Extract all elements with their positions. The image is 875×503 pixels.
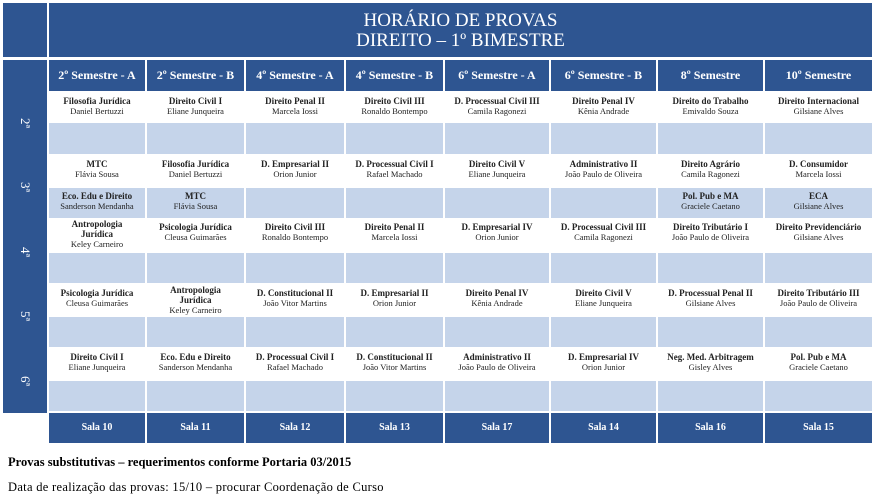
exam-professor: Emivaldo Souza [682,106,739,116]
exam-professor: Rafael Machado [267,362,323,372]
schedule-cell [658,285,763,316]
schedule-cell [346,188,443,218]
exam-subject: D. Processual Penal II [668,288,753,298]
exam-subject: Administrativo II [569,159,638,169]
exam-subject: Direito Tributário I [673,222,748,232]
column-header: 4º Semestre - A [246,60,344,91]
exam-professor: João Paulo de Oliveira [779,298,858,308]
exam-subject: Neg. Med. Arbitragem [667,352,754,362]
exam-subject: D. Empresarial II [260,159,330,169]
schedule-cell [246,156,344,187]
column-header: 2º Semestre - A [49,60,145,91]
exam-subject: Pol. Pub e MA [790,352,847,362]
exam-professor: Gilsiane Alves [793,232,844,242]
schedule-cell [445,253,549,283]
exam-professor: Flávia Sousa [173,201,218,211]
exam-subject: Pol. Pub e MA [682,191,739,201]
column-header: 4º Semestre - B [346,60,443,91]
schedule-cell [346,219,443,251]
footer-corner [3,413,47,443]
exam-subject: Direito Civil I [70,352,124,362]
schedule-cell [246,93,344,123]
schedule-cell [765,253,872,283]
schedule-cell [346,317,443,347]
room-label: Sala 13 [346,413,443,443]
exam-subject: Direito Internacional [777,96,860,106]
exam-professor: Kênia Andrade [577,106,630,116]
schedule-cell [551,123,656,154]
exam-professor: Eliane Junqueira [68,362,126,372]
exam-professor: Gisley Alves [688,362,733,372]
schedule-cell [445,219,549,251]
exam-subject: Eco. Edu e Direito [61,191,133,201]
title-line-1: HORÁRIO DE PROVAS [363,10,558,31]
schedule-cell [551,156,656,187]
schedule-cell [49,381,145,411]
schedule-cell [147,349,244,380]
exam-professor: Camila Ragonezi [681,169,740,179]
exam-professor: Gilsiane Alves [793,106,844,116]
schedule-cell [246,188,344,218]
exam-subject: Filosofia Jurídica [63,96,131,106]
schedule-cell [445,93,549,123]
exam-professor: Gilsiane Alves [793,201,844,211]
room-label: Sala 14 [551,413,656,443]
schedule-cell [246,317,344,347]
exam-subject: D. Processual Civil I [255,352,335,362]
exam-professor: Flávia Sousa [75,169,119,179]
schedule-cell [147,253,244,283]
schedule-cell [551,285,656,316]
schedule-cell [658,381,763,411]
schedule-cell [551,253,656,283]
schedule-cell [445,381,549,411]
exam-subject: D. Processual Civil I [355,159,434,169]
schedule-cell [551,349,656,380]
schedule-cell [346,93,443,123]
exam-professor: João Paulo de Oliveira [458,362,536,372]
schedule-cell [658,156,763,187]
exam-subject: Antropologia Jurídica [71,219,123,239]
schedule-cell [445,349,549,380]
exam-subject: Direito Civil I [168,96,223,106]
column-header: 6º Semestre - A [445,60,549,91]
exam-professor: Ronaldo Bontempo [261,232,329,242]
schedule-cell [765,188,872,218]
exam-professor: Eliane Junqueira [167,106,224,116]
room-label: Sala 17 [445,413,549,443]
schedule-cell [346,123,443,154]
schedule-cell [765,349,872,380]
exam-professor: Keley Carneiro [70,239,124,249]
schedule-cell [246,349,344,380]
schedule-cell [445,123,549,154]
column-header: 10º Semestre [765,60,872,91]
exam-professor: Marcela Iossi [271,106,319,116]
exam-professor: Eliane Junqueira [468,169,526,179]
exam-professor: Sanderson Mendanha [158,362,233,372]
exam-professor: Cleusa Guimarães [65,298,129,308]
exam-professor: Keley Carneiro [169,305,222,315]
exam-subject: Filosofia Jurídica [161,159,230,169]
note-exam-date: Data de realização das provas: 15/10 – procurar Coordenação de Curso [8,480,384,494]
exam-subject: ECA [808,191,828,201]
schedule-cell [246,123,344,154]
schedule-cell [346,156,443,187]
exam-subject: Psicologia Jurídica [159,222,232,232]
exam-subject: Direito Civil III [364,96,425,106]
schedule-cell [551,219,656,251]
schedule-cell [49,123,145,154]
schedule-cell [246,253,344,283]
schedule-cell [246,285,344,316]
schedule-cell [445,188,549,218]
exam-professor: João Paulo de Oliveira [671,232,750,242]
schedule-cell [147,123,244,154]
exam-subject: Direito Penal IV [572,96,635,106]
exam-professor: Marcela Iossi [795,169,842,179]
schedule-cell [765,317,872,347]
schedule-cell [49,156,145,187]
note-substitute-exams: Provas substitutivas – requerimentos conforme Portaria 03/2015 [8,455,352,469]
schedule-cell [346,253,443,283]
exam-subject: D. Empresarial IV [567,352,640,362]
schedule-cell [658,93,763,123]
day-label: 5ª [18,310,33,322]
exam-subject: D. Constitucional II [356,352,433,362]
room-label: Sala 15 [765,413,872,443]
exam-professor: João Vitor Martins [263,298,327,308]
day-label: 4ª [18,246,33,258]
exam-professor: Orion Junior [475,232,519,242]
schedule-cell [765,381,872,411]
day-label: 3ª [18,181,33,193]
schedule-cell [147,219,244,251]
room-label: Sala 12 [246,413,344,443]
exam-subject: Direito Tributário III [777,288,860,298]
exam-subject: Direito do Trabalho [672,96,749,106]
schedule-cell [147,381,244,411]
exam-professor: Camila Ragonezi [467,106,527,116]
schedule-cell [246,381,344,411]
schedule-cell [346,381,443,411]
schedule-cell [49,93,145,123]
schedule-cell [658,123,763,154]
room-label: Sala 10 [49,413,145,443]
schedule-cell [445,156,549,187]
exam-subject: Direito Penal IV [465,288,529,298]
exam-professor: João Paulo de Oliveira [564,169,643,179]
schedule-cell [765,123,872,154]
exam-professor: Kênia Andrade [471,298,523,308]
exam-subject: Antropologia Jurídica [170,285,221,305]
room-label: Sala 11 [147,413,244,443]
schedule-cell [658,349,763,380]
schedule-cell [551,188,656,218]
exam-subject: Administrativo II [463,352,531,362]
exam-professor: Marcela Iossi [371,232,418,242]
schedule-cell [49,219,145,251]
exam-subject: Direito Civil V [468,159,526,169]
exam-professor: Camila Ragonezi [574,232,633,242]
exam-subject: D. Processual Civil III [454,96,540,106]
exam-professor: Orion Junior [273,169,317,179]
column-header: 6º Semestre - B [551,60,656,91]
schedule-cell [147,188,244,218]
schedule-cell [147,156,244,187]
day-label: 2ª [18,117,33,129]
exam-subject: Direito Previdenciário [775,222,862,232]
schedule-cell [658,317,763,347]
exam-professor: Daniel Bertuzzi [168,169,223,179]
exam-professor: João Vitor Martins [362,362,427,372]
exam-professor: Orion Junior [372,298,417,308]
exam-subject: Direito Civil III [264,222,326,232]
exam-subject: D. Empresarial II [360,288,429,298]
exam-professor: Eliane Junqueira [575,298,632,308]
exam-subject: D. Empresarial IV [461,222,533,232]
exam-subject: D. Consumidor [788,159,848,169]
exam-subject: Direito Civil V [575,288,632,298]
exam-subject: Eco. Edu e Direito [160,352,231,362]
exam-subject: MTC [86,159,108,169]
exam-subject: MTC [185,191,206,201]
column-header: 8º Semestre [658,60,763,91]
exam-professor: Graciele Caetano [789,362,848,372]
schedule-cell [147,317,244,347]
schedule-cell [49,349,145,380]
exam-subject: D. Constitucional II [256,288,334,298]
schedule-cell [445,285,549,316]
schedule-cell [765,285,872,316]
exam-professor: Ronaldo Bontempo [361,106,428,116]
room-label: Sala 16 [658,413,763,443]
schedule-cell [49,253,145,283]
schedule-cell [765,156,872,187]
exam-subject: Psicologia Jurídica [60,288,134,298]
exam-professor: Cleusa Guimarães [164,232,227,242]
day-label: 6ª [18,375,33,387]
schedule-cell [445,317,549,347]
schedule-cell [49,317,145,347]
schedule-cell [49,285,145,316]
exam-professor: Graciele Caetano [681,201,740,211]
schedule-cell [346,285,443,316]
schedule-cell [765,93,872,123]
exam-professor: Daniel Bertuzzi [70,106,124,116]
schedule-cell [551,317,656,347]
schedule-cell [346,349,443,380]
exam-subject: D. Processual Civil III [560,222,647,232]
schedule-cell [658,188,763,218]
schedule-cell [658,219,763,251]
exam-professor: Orion Junior [581,362,626,372]
header-corner [3,3,47,57]
schedule-cell [246,219,344,251]
schedule-cell [551,381,656,411]
schedule-cell [551,93,656,123]
exam-subject: Direito Penal II [265,96,325,106]
schedule-cell [658,253,763,283]
column-header: 2º Semestre - B [147,60,244,91]
exam-professor: Gilsiane Alves [685,298,736,308]
schedule-cell [49,188,145,218]
schedule-cell [147,285,244,316]
exam-subject: Direito Penal II [364,222,425,232]
exam-professor: Sanderson Mendanha [60,201,134,211]
exam-subject: Direito Agrário [680,159,741,169]
schedule-cell [765,219,872,251]
schedule-cell [147,93,244,123]
page-title [49,3,872,57]
exam-professor: Rafael Machado [366,169,423,179]
title-line-2: DIREITO – 1º BIMESTRE [356,30,565,51]
